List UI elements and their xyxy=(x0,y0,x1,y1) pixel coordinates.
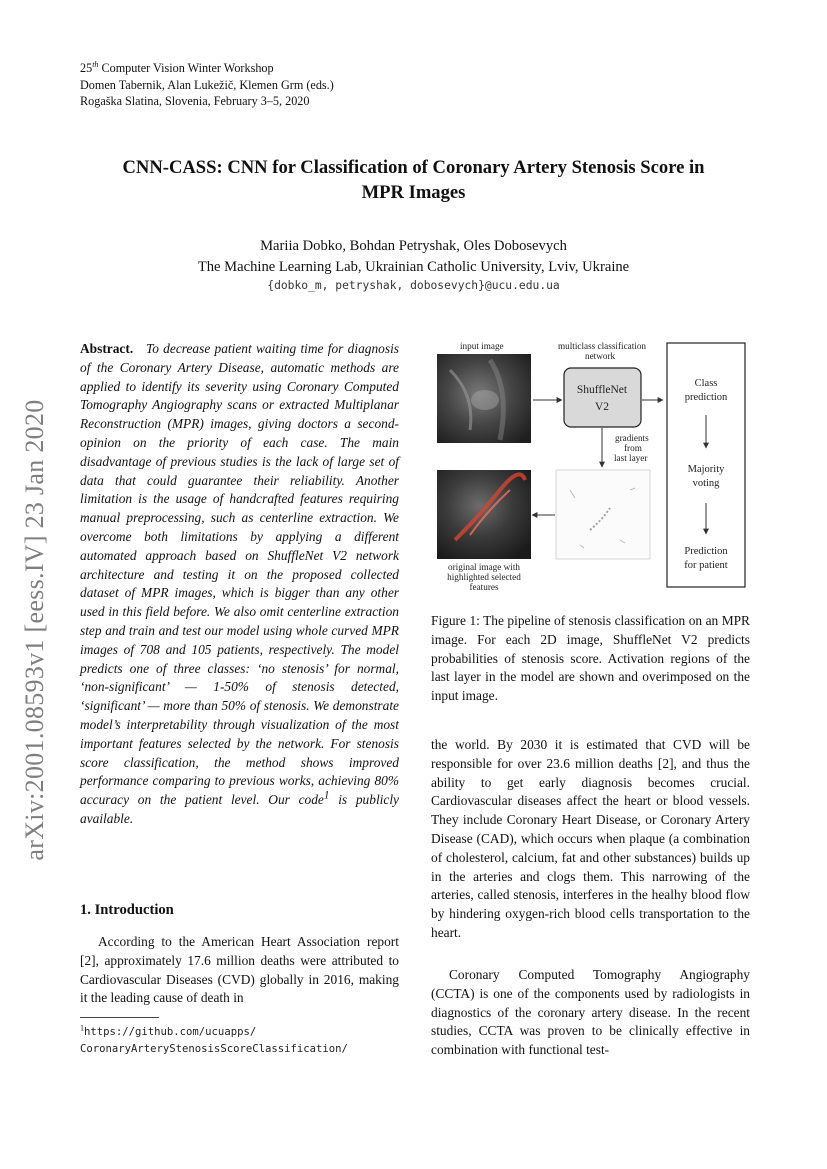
footnote-line-2[interactable]: CoronaryArteryStenosisScoreClassification/ xyxy=(80,1043,348,1055)
model-name: ShuffleNet xyxy=(576,384,628,396)
paper-title xyxy=(60,156,767,205)
pipeline-figure xyxy=(430,340,750,600)
intro-paragraph-1-continued: the world. By 2030 it is estimated that CVD will be responsible for over 23.6 million deaths [2], and thus the ability to get early diagnosis becomes crucial. Cardiovascular diseases affect the heart or blood vessels. They include Coronary Heart Disease, or Coronary Artery Disease (CAD), which occurs when plaque (a combination of cholesterol, calcium, fat and other substances) builds up in the arteries and clogs them. This narrowing of the arteries, called stenosis, interferes in the healhy blood flow by hindering oxygen-rich blood cells transportation to the heart. xyxy=(431,737,750,940)
affiliation: The Machine Learning Lab, Ukrainian Catholic University, Lviv, Ukraine xyxy=(197,258,630,275)
intro-paragraph-2: Coronary Computed Tomography Angiography (CCTA) is one of the components used by radiologists in diagnostics of the coronary artery disease. In the recent studies, CCTA was proven to be clinically effective in combination with functional test- xyxy=(431,967,750,1058)
footnote-marker[interactable]: 1 xyxy=(323,789,330,802)
activation-map-image xyxy=(556,470,650,559)
title-line-2: MPR Images xyxy=(361,181,466,203)
figure-caption: Figure 1: The pipeline of stenosis classification on an MPR image. For each 2D image, ShuffleNet V2 predicts probabilities of stenosis score. Activation regions of the last layer in the model are shown and overimposed on the input image. xyxy=(431,613,750,704)
abstract-text: To decrease patient waiting time for diagnosis of the Coronary Artery Disease, automatic methods are applied to identify its severity using Coronary Computed Tomography Angiography scans or extracted Multiplanar Reconstruction (MPR) images, giving doctors a second-opinion on the priority of each case. The main disadvantage of previous studies is the lack of large set of data that could guarantee their reliability. Another limitation is the usage of handcrafted features requiring manual preprocessing, such as centerline extraction. We overcome both limitations by applying a different automated approach based on ShuffleNet V2 network architecture and testing it on the proposed collected dataset of MPR images, which is bigger than any other used in this field before. We also omit centerline extraction step and train and test our model using whole curved MPR images of 708 and 105 patients, respectively. The model predicts one of three classes: ‘no stenosis’ for normal, ‘non-significant’ — 1-50% of stenosis detected, ‘significant’ — more than 50% of stenosis. We demonstrate model’s interpretability through visualization of the most important features selected by the network. For stenosis score classification, the method shows improved performance comparing to previous works, achieving 80% accuracy on the patient level. Our code xyxy=(80,341,399,808)
majority-voting-label: Majority xyxy=(687,464,725,475)
abstract xyxy=(80,340,399,829)
model-version: V2 xyxy=(594,401,610,413)
arxiv-stamp-text: arXiv:2001.08593v1 [eess.IV] 23 Jan 2020 xyxy=(20,399,49,861)
overlay-label: original image with xyxy=(448,562,520,572)
network-label-2: network xyxy=(585,351,616,361)
gradients-label-3: last layer xyxy=(614,453,648,463)
section-heading-introduction: 1. Introduction xyxy=(80,902,174,918)
abstract-label: Abstract. xyxy=(80,341,134,356)
footnote-divider xyxy=(80,1017,159,1018)
class-prediction-label: Class xyxy=(694,378,718,389)
conference-header xyxy=(80,60,334,110)
majority-voting-label-2: voting xyxy=(692,478,720,489)
patient-prediction-label: Prediction xyxy=(684,546,728,557)
intro-paragraph-1: According to the American Heart Association report [2], approximately 17.6 million deaths were attributed to Cardiovascular Diseases (CVD) globally in 2016, making it the leading cause of death in xyxy=(80,934,399,1006)
shufflenet-box xyxy=(564,368,641,427)
footnote xyxy=(80,1024,348,1058)
title-line-1: CNN-CASS: CNN for Classification of Coronary Artery Stenosis Score in xyxy=(122,157,705,178)
input-image-label: input image xyxy=(460,341,504,351)
gradients-label-2: from xyxy=(624,443,642,453)
header-line-1: 25th Computer Vision Winter Workshop xyxy=(80,59,274,75)
author-names: Mariia Dobko, Bohdan Petryshak, Oles Dobosevych xyxy=(260,238,567,254)
class-prediction-label-2: prediction xyxy=(684,392,728,403)
author-block xyxy=(60,236,767,277)
overlay-label-2: highlighted selected xyxy=(447,572,521,582)
arxiv-stamp xyxy=(8,380,62,880)
patient-prediction-label-2: for patient xyxy=(684,560,728,571)
overlay-scan-image xyxy=(437,470,531,559)
network-label: multiclass classification xyxy=(558,341,647,351)
header-line-3: Rogaška Slatina, Slovenia, February 3–5, 2020 xyxy=(80,94,310,108)
overlay-label-3: features xyxy=(469,582,499,592)
author-emails: {dobko_m, petryshak, dobosevych}@ucu.edu.ua xyxy=(267,279,560,292)
header-line-2: Domen Tabernik, Alan Lukežič, Klemen Grm (eds.) xyxy=(80,77,334,92)
gradients-label: gradients xyxy=(615,433,649,443)
footnote-line-1[interactable]: $^1$https://github.com/ucuapps/ xyxy=(80,1023,257,1038)
abstract-text-end: is publicly available. xyxy=(80,792,399,826)
